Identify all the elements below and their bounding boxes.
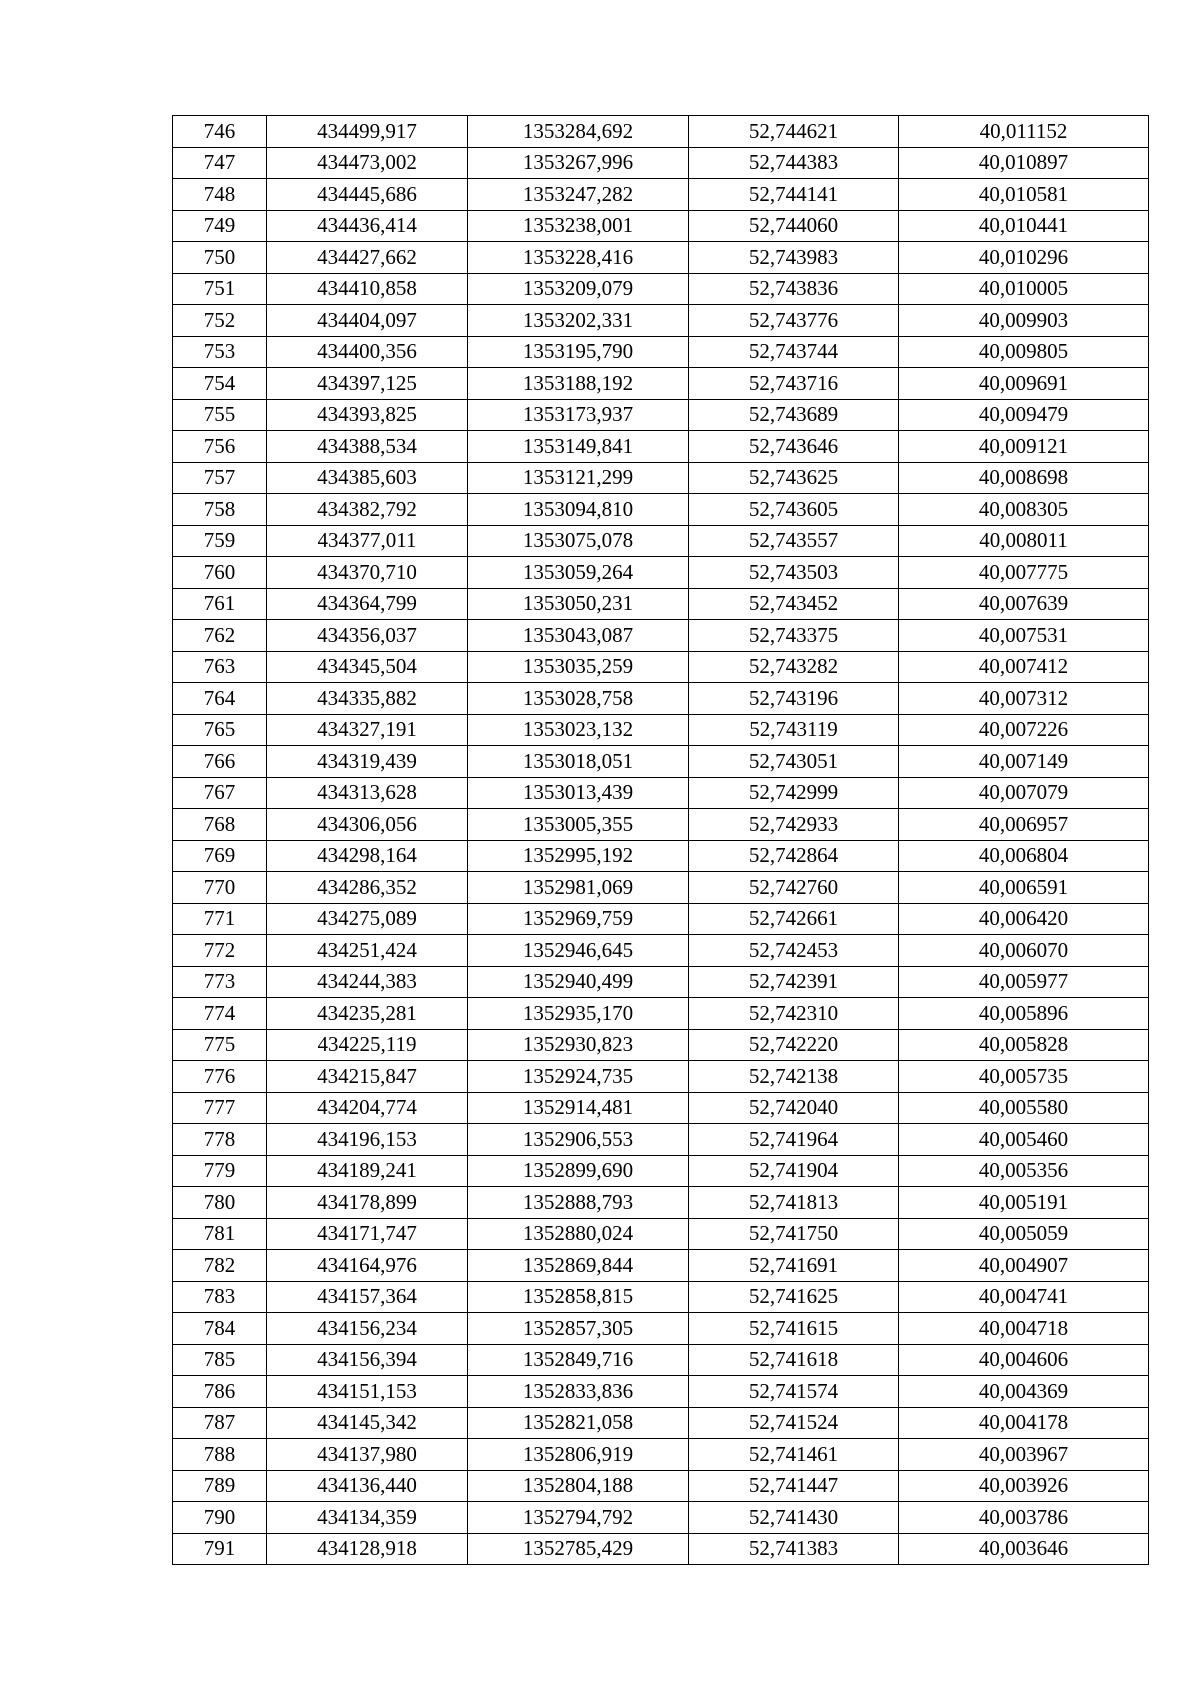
point-number-cell: 754 bbox=[173, 368, 267, 400]
y-coordinate-cell: 1353149,841 bbox=[468, 431, 689, 463]
longitude-cell: 40,009903 bbox=[899, 305, 1149, 337]
latitude-cell: 52,744383 bbox=[689, 147, 899, 179]
table-row bbox=[173, 494, 1149, 526]
x-coordinate-cell: 434164,976 bbox=[267, 1250, 468, 1282]
longitude-cell: 40,005977 bbox=[899, 966, 1149, 998]
latitude-cell: 52,741964 bbox=[689, 1124, 899, 1156]
longitude-cell: 40,011152 bbox=[899, 116, 1149, 148]
table-row bbox=[173, 1470, 1149, 1502]
latitude-cell: 52,742138 bbox=[689, 1061, 899, 1093]
y-coordinate-cell: 1352940,499 bbox=[468, 966, 689, 998]
latitude-cell: 52,743836 bbox=[689, 273, 899, 305]
x-coordinate-cell: 434356,037 bbox=[267, 620, 468, 652]
x-coordinate-cell: 434370,710 bbox=[267, 557, 468, 589]
longitude-cell: 40,010005 bbox=[899, 273, 1149, 305]
x-coordinate-cell: 434385,603 bbox=[267, 462, 468, 494]
longitude-cell: 40,004369 bbox=[899, 1376, 1149, 1408]
longitude-cell: 40,010441 bbox=[899, 210, 1149, 242]
latitude-cell: 52,743625 bbox=[689, 462, 899, 494]
y-coordinate-cell: 1352981,069 bbox=[468, 872, 689, 904]
point-number-cell: 786 bbox=[173, 1376, 267, 1408]
latitude-cell: 52,742661 bbox=[689, 903, 899, 935]
point-number-cell: 789 bbox=[173, 1470, 267, 1502]
y-coordinate-cell: 1353059,264 bbox=[468, 557, 689, 589]
longitude-cell: 40,006420 bbox=[899, 903, 1149, 935]
y-coordinate-cell: 1353043,087 bbox=[468, 620, 689, 652]
latitude-cell: 52,741447 bbox=[689, 1470, 899, 1502]
x-coordinate-cell: 434225,119 bbox=[267, 1029, 468, 1061]
table-row bbox=[173, 1124, 1149, 1156]
latitude-cell: 52,741461 bbox=[689, 1439, 899, 1471]
coordinates-table-body bbox=[173, 116, 1149, 1565]
longitude-cell: 40,007079 bbox=[899, 777, 1149, 809]
latitude-cell: 52,742933 bbox=[689, 809, 899, 841]
point-number-cell: 747 bbox=[173, 147, 267, 179]
table-row bbox=[173, 1092, 1149, 1124]
latitude-cell: 52,743452 bbox=[689, 588, 899, 620]
point-number-cell: 749 bbox=[173, 210, 267, 242]
table-row bbox=[173, 525, 1149, 557]
latitude-cell: 52,741813 bbox=[689, 1187, 899, 1219]
point-number-cell: 757 bbox=[173, 462, 267, 494]
table-row bbox=[173, 1155, 1149, 1187]
point-number-cell: 775 bbox=[173, 1029, 267, 1061]
latitude-cell: 52,743716 bbox=[689, 368, 899, 400]
x-coordinate-cell: 434499,917 bbox=[267, 116, 468, 148]
x-coordinate-cell: 434397,125 bbox=[267, 368, 468, 400]
point-number-cell: 767 bbox=[173, 777, 267, 809]
x-coordinate-cell: 434445,686 bbox=[267, 179, 468, 211]
point-number-cell: 791 bbox=[173, 1533, 267, 1565]
point-number-cell: 769 bbox=[173, 840, 267, 872]
longitude-cell: 40,007775 bbox=[899, 557, 1149, 589]
x-coordinate-cell: 434145,342 bbox=[267, 1407, 468, 1439]
y-coordinate-cell: 1352906,553 bbox=[468, 1124, 689, 1156]
table-row bbox=[173, 210, 1149, 242]
y-coordinate-cell: 1353028,758 bbox=[468, 683, 689, 715]
longitude-cell: 40,010296 bbox=[899, 242, 1149, 274]
longitude-cell: 40,004718 bbox=[899, 1313, 1149, 1345]
longitude-cell: 40,005735 bbox=[899, 1061, 1149, 1093]
latitude-cell: 52,741615 bbox=[689, 1313, 899, 1345]
x-coordinate-cell: 434400,356 bbox=[267, 336, 468, 368]
longitude-cell: 40,009691 bbox=[899, 368, 1149, 400]
longitude-cell: 40,005828 bbox=[899, 1029, 1149, 1061]
x-coordinate-cell: 434171,747 bbox=[267, 1218, 468, 1250]
y-coordinate-cell: 1353018,051 bbox=[468, 746, 689, 778]
x-coordinate-cell: 434436,414 bbox=[267, 210, 468, 242]
latitude-cell: 52,741618 bbox=[689, 1344, 899, 1376]
point-number-cell: 760 bbox=[173, 557, 267, 589]
latitude-cell: 52,742864 bbox=[689, 840, 899, 872]
table-row bbox=[173, 1533, 1149, 1565]
x-coordinate-cell: 434298,164 bbox=[267, 840, 468, 872]
point-number-cell: 774 bbox=[173, 998, 267, 1030]
x-coordinate-cell: 434327,191 bbox=[267, 714, 468, 746]
table-row bbox=[173, 1407, 1149, 1439]
x-coordinate-cell: 434244,383 bbox=[267, 966, 468, 998]
y-coordinate-cell: 1353035,259 bbox=[468, 651, 689, 683]
point-number-cell: 777 bbox=[173, 1092, 267, 1124]
x-coordinate-cell: 434136,440 bbox=[267, 1470, 468, 1502]
table-row bbox=[173, 147, 1149, 179]
point-number-cell: 776 bbox=[173, 1061, 267, 1093]
point-number-cell: 748 bbox=[173, 179, 267, 211]
y-coordinate-cell: 1353188,192 bbox=[468, 368, 689, 400]
table-row bbox=[173, 1218, 1149, 1250]
y-coordinate-cell: 1353121,299 bbox=[468, 462, 689, 494]
table-row bbox=[173, 588, 1149, 620]
latitude-cell: 52,743646 bbox=[689, 431, 899, 463]
x-coordinate-cell: 434215,847 bbox=[267, 1061, 468, 1093]
longitude-cell: 40,005059 bbox=[899, 1218, 1149, 1250]
x-coordinate-cell: 434189,241 bbox=[267, 1155, 468, 1187]
table-row bbox=[173, 746, 1149, 778]
y-coordinate-cell: 1352794,792 bbox=[468, 1502, 689, 1534]
latitude-cell: 52,741691 bbox=[689, 1250, 899, 1282]
y-coordinate-cell: 1353228,416 bbox=[468, 242, 689, 274]
point-number-cell: 783 bbox=[173, 1281, 267, 1313]
point-number-cell: 759 bbox=[173, 525, 267, 557]
table-row bbox=[173, 557, 1149, 589]
longitude-cell: 40,006957 bbox=[899, 809, 1149, 841]
y-coordinate-cell: 1353094,810 bbox=[468, 494, 689, 526]
x-coordinate-cell: 434286,352 bbox=[267, 872, 468, 904]
y-coordinate-cell: 1352858,815 bbox=[468, 1281, 689, 1313]
table-row bbox=[173, 1502, 1149, 1534]
latitude-cell: 52,741904 bbox=[689, 1155, 899, 1187]
table-row bbox=[173, 777, 1149, 809]
x-coordinate-cell: 434427,662 bbox=[267, 242, 468, 274]
x-coordinate-cell: 434275,089 bbox=[267, 903, 468, 935]
point-number-cell: 752 bbox=[173, 305, 267, 337]
latitude-cell: 52,742040 bbox=[689, 1092, 899, 1124]
longitude-cell: 40,010581 bbox=[899, 179, 1149, 211]
point-number-cell: 762 bbox=[173, 620, 267, 652]
y-coordinate-cell: 1352935,170 bbox=[468, 998, 689, 1030]
point-number-cell: 756 bbox=[173, 431, 267, 463]
latitude-cell: 52,743282 bbox=[689, 651, 899, 683]
y-coordinate-cell: 1353202,331 bbox=[468, 305, 689, 337]
y-coordinate-cell: 1352821,058 bbox=[468, 1407, 689, 1439]
y-coordinate-cell: 1352804,188 bbox=[468, 1470, 689, 1502]
longitude-cell: 40,005896 bbox=[899, 998, 1149, 1030]
point-number-cell: 758 bbox=[173, 494, 267, 526]
table-row bbox=[173, 368, 1149, 400]
table-row bbox=[173, 620, 1149, 652]
longitude-cell: 40,007312 bbox=[899, 683, 1149, 715]
y-coordinate-cell: 1352899,690 bbox=[468, 1155, 689, 1187]
latitude-cell: 52,742310 bbox=[689, 998, 899, 1030]
longitude-cell: 40,007226 bbox=[899, 714, 1149, 746]
longitude-cell: 40,009121 bbox=[899, 431, 1149, 463]
x-coordinate-cell: 434196,153 bbox=[267, 1124, 468, 1156]
longitude-cell: 40,004907 bbox=[899, 1250, 1149, 1282]
point-number-cell: 790 bbox=[173, 1502, 267, 1534]
longitude-cell: 40,003646 bbox=[899, 1533, 1149, 1565]
table-row bbox=[173, 998, 1149, 1030]
table-row bbox=[173, 935, 1149, 967]
longitude-cell: 40,004178 bbox=[899, 1407, 1149, 1439]
y-coordinate-cell: 1353075,078 bbox=[468, 525, 689, 557]
longitude-cell: 40,008698 bbox=[899, 462, 1149, 494]
longitude-cell: 40,004741 bbox=[899, 1281, 1149, 1313]
longitude-cell: 40,005580 bbox=[899, 1092, 1149, 1124]
longitude-cell: 40,007639 bbox=[899, 588, 1149, 620]
point-number-cell: 764 bbox=[173, 683, 267, 715]
y-coordinate-cell: 1352785,429 bbox=[468, 1533, 689, 1565]
longitude-cell: 40,008305 bbox=[899, 494, 1149, 526]
table-row bbox=[173, 1281, 1149, 1313]
coordinates-table bbox=[172, 115, 1149, 1565]
table-row bbox=[173, 1313, 1149, 1345]
longitude-cell: 40,006070 bbox=[899, 935, 1149, 967]
x-coordinate-cell: 434251,424 bbox=[267, 935, 468, 967]
table-row bbox=[173, 273, 1149, 305]
y-coordinate-cell: 1352806,919 bbox=[468, 1439, 689, 1471]
table-row bbox=[173, 1029, 1149, 1061]
x-coordinate-cell: 434410,858 bbox=[267, 273, 468, 305]
point-number-cell: 770 bbox=[173, 872, 267, 904]
x-coordinate-cell: 434382,792 bbox=[267, 494, 468, 526]
point-number-cell: 782 bbox=[173, 1250, 267, 1282]
point-number-cell: 766 bbox=[173, 746, 267, 778]
point-number-cell: 780 bbox=[173, 1187, 267, 1219]
longitude-cell: 40,008011 bbox=[899, 525, 1149, 557]
x-coordinate-cell: 434393,825 bbox=[267, 399, 468, 431]
table-row bbox=[173, 651, 1149, 683]
latitude-cell: 52,741574 bbox=[689, 1376, 899, 1408]
point-number-cell: 771 bbox=[173, 903, 267, 935]
table-row bbox=[173, 966, 1149, 998]
point-number-cell: 773 bbox=[173, 966, 267, 998]
x-coordinate-cell: 434178,899 bbox=[267, 1187, 468, 1219]
y-coordinate-cell: 1353173,937 bbox=[468, 399, 689, 431]
table-row bbox=[173, 179, 1149, 211]
x-coordinate-cell: 434157,364 bbox=[267, 1281, 468, 1313]
longitude-cell: 40,009479 bbox=[899, 399, 1149, 431]
x-coordinate-cell: 434473,002 bbox=[267, 147, 468, 179]
x-coordinate-cell: 434388,534 bbox=[267, 431, 468, 463]
x-coordinate-cell: 434306,056 bbox=[267, 809, 468, 841]
longitude-cell: 40,005460 bbox=[899, 1124, 1149, 1156]
y-coordinate-cell: 1353267,996 bbox=[468, 147, 689, 179]
y-coordinate-cell: 1353238,001 bbox=[468, 210, 689, 242]
x-coordinate-cell: 434151,153 bbox=[267, 1376, 468, 1408]
y-coordinate-cell: 1352969,759 bbox=[468, 903, 689, 935]
x-coordinate-cell: 434156,394 bbox=[267, 1344, 468, 1376]
table-row bbox=[173, 399, 1149, 431]
point-number-cell: 750 bbox=[173, 242, 267, 274]
longitude-cell: 40,006591 bbox=[899, 872, 1149, 904]
point-number-cell: 784 bbox=[173, 1313, 267, 1345]
y-coordinate-cell: 1352930,823 bbox=[468, 1029, 689, 1061]
point-number-cell: 788 bbox=[173, 1439, 267, 1471]
latitude-cell: 52,741524 bbox=[689, 1407, 899, 1439]
longitude-cell: 40,003786 bbox=[899, 1502, 1149, 1534]
longitude-cell: 40,006804 bbox=[899, 840, 1149, 872]
table-row bbox=[173, 872, 1149, 904]
table-row bbox=[173, 431, 1149, 463]
longitude-cell: 40,007412 bbox=[899, 651, 1149, 683]
longitude-cell: 40,009805 bbox=[899, 336, 1149, 368]
latitude-cell: 52,741383 bbox=[689, 1533, 899, 1565]
point-number-cell: 765 bbox=[173, 714, 267, 746]
x-coordinate-cell: 434134,359 bbox=[267, 1502, 468, 1534]
x-coordinate-cell: 434319,439 bbox=[267, 746, 468, 778]
x-coordinate-cell: 434156,234 bbox=[267, 1313, 468, 1345]
point-number-cell: 781 bbox=[173, 1218, 267, 1250]
x-coordinate-cell: 434377,011 bbox=[267, 525, 468, 557]
table-row bbox=[173, 1344, 1149, 1376]
latitude-cell: 52,743605 bbox=[689, 494, 899, 526]
x-coordinate-cell: 434335,882 bbox=[267, 683, 468, 715]
point-number-cell: 779 bbox=[173, 1155, 267, 1187]
y-coordinate-cell: 1353195,790 bbox=[468, 336, 689, 368]
latitude-cell: 52,743983 bbox=[689, 242, 899, 274]
point-number-cell: 778 bbox=[173, 1124, 267, 1156]
table-row bbox=[173, 1250, 1149, 1282]
table-row bbox=[173, 1061, 1149, 1093]
longitude-cell: 40,010897 bbox=[899, 147, 1149, 179]
y-coordinate-cell: 1353284,692 bbox=[468, 116, 689, 148]
point-number-cell: 746 bbox=[173, 116, 267, 148]
latitude-cell: 52,743776 bbox=[689, 305, 899, 337]
longitude-cell: 40,003926 bbox=[899, 1470, 1149, 1502]
latitude-cell: 52,741625 bbox=[689, 1281, 899, 1313]
x-coordinate-cell: 434235,281 bbox=[267, 998, 468, 1030]
point-number-cell: 787 bbox=[173, 1407, 267, 1439]
table-row bbox=[173, 714, 1149, 746]
y-coordinate-cell: 1353247,282 bbox=[468, 179, 689, 211]
latitude-cell: 52,744141 bbox=[689, 179, 899, 211]
y-coordinate-cell: 1352857,305 bbox=[468, 1313, 689, 1345]
y-coordinate-cell: 1352888,793 bbox=[468, 1187, 689, 1219]
x-coordinate-cell: 434345,504 bbox=[267, 651, 468, 683]
latitude-cell: 52,743119 bbox=[689, 714, 899, 746]
latitude-cell: 52,743196 bbox=[689, 683, 899, 715]
latitude-cell: 52,743557 bbox=[689, 525, 899, 557]
x-coordinate-cell: 434404,097 bbox=[267, 305, 468, 337]
table-row bbox=[173, 242, 1149, 274]
table-row bbox=[173, 336, 1149, 368]
point-number-cell: 763 bbox=[173, 651, 267, 683]
point-number-cell: 772 bbox=[173, 935, 267, 967]
x-coordinate-cell: 434364,799 bbox=[267, 588, 468, 620]
y-coordinate-cell: 1352833,836 bbox=[468, 1376, 689, 1408]
x-coordinate-cell: 434204,774 bbox=[267, 1092, 468, 1124]
longitude-cell: 40,003967 bbox=[899, 1439, 1149, 1471]
latitude-cell: 52,742453 bbox=[689, 935, 899, 967]
table-row bbox=[173, 462, 1149, 494]
y-coordinate-cell: 1352995,192 bbox=[468, 840, 689, 872]
latitude-cell: 52,743503 bbox=[689, 557, 899, 589]
x-coordinate-cell: 434128,918 bbox=[267, 1533, 468, 1565]
y-coordinate-cell: 1353023,132 bbox=[468, 714, 689, 746]
latitude-cell: 52,743375 bbox=[689, 620, 899, 652]
point-number-cell: 753 bbox=[173, 336, 267, 368]
point-number-cell: 751 bbox=[173, 273, 267, 305]
y-coordinate-cell: 1353013,439 bbox=[468, 777, 689, 809]
table-row bbox=[173, 683, 1149, 715]
y-coordinate-cell: 1352946,645 bbox=[468, 935, 689, 967]
table-row bbox=[173, 809, 1149, 841]
y-coordinate-cell: 1353005,355 bbox=[468, 809, 689, 841]
table-row bbox=[173, 903, 1149, 935]
y-coordinate-cell: 1353050,231 bbox=[468, 588, 689, 620]
point-number-cell: 768 bbox=[173, 809, 267, 841]
latitude-cell: 52,743744 bbox=[689, 336, 899, 368]
latitude-cell: 52,742220 bbox=[689, 1029, 899, 1061]
longitude-cell: 40,005356 bbox=[899, 1155, 1149, 1187]
y-coordinate-cell: 1352869,844 bbox=[468, 1250, 689, 1282]
table-row bbox=[173, 116, 1149, 148]
x-coordinate-cell: 434313,628 bbox=[267, 777, 468, 809]
longitude-cell: 40,005191 bbox=[899, 1187, 1149, 1219]
latitude-cell: 52,742391 bbox=[689, 966, 899, 998]
latitude-cell: 52,742760 bbox=[689, 872, 899, 904]
point-number-cell: 755 bbox=[173, 399, 267, 431]
latitude-cell: 52,743689 bbox=[689, 399, 899, 431]
latitude-cell: 52,743051 bbox=[689, 746, 899, 778]
table-row bbox=[173, 305, 1149, 337]
longitude-cell: 40,007149 bbox=[899, 746, 1149, 778]
latitude-cell: 52,742999 bbox=[689, 777, 899, 809]
latitude-cell: 52,744621 bbox=[689, 116, 899, 148]
y-coordinate-cell: 1352880,024 bbox=[468, 1218, 689, 1250]
latitude-cell: 52,741430 bbox=[689, 1502, 899, 1534]
y-coordinate-cell: 1352914,481 bbox=[468, 1092, 689, 1124]
point-number-cell: 761 bbox=[173, 588, 267, 620]
table-row bbox=[173, 1376, 1149, 1408]
longitude-cell: 40,004606 bbox=[899, 1344, 1149, 1376]
table-row bbox=[173, 1187, 1149, 1219]
y-coordinate-cell: 1353209,079 bbox=[468, 273, 689, 305]
table-row bbox=[173, 840, 1149, 872]
y-coordinate-cell: 1352924,735 bbox=[468, 1061, 689, 1093]
latitude-cell: 52,741750 bbox=[689, 1218, 899, 1250]
point-number-cell: 785 bbox=[173, 1344, 267, 1376]
x-coordinate-cell: 434137,980 bbox=[267, 1439, 468, 1471]
table-row bbox=[173, 1439, 1149, 1471]
y-coordinate-cell: 1352849,716 bbox=[468, 1344, 689, 1376]
latitude-cell: 52,744060 bbox=[689, 210, 899, 242]
longitude-cell: 40,007531 bbox=[899, 620, 1149, 652]
